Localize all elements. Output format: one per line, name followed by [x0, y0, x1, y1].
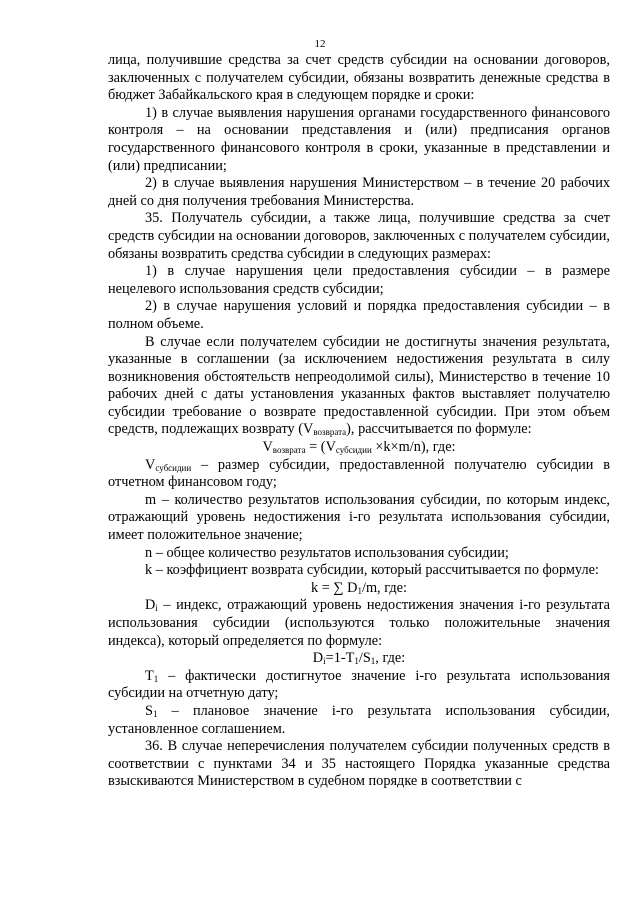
- paragraph: [108, 175, 610, 210]
- paragraph: [108, 580, 610, 598]
- page-number: 12: [314, 38, 326, 50]
- subscript: возврата: [272, 445, 306, 456]
- text-run: n – общее количество результатов использования субсидии;: [145, 544, 509, 561]
- text-run: ), рассчитывается по формуле:: [346, 421, 532, 438]
- text-run: k – коэффициент возврата субсидии, который рассчитывается по формуле:: [145, 562, 599, 579]
- paragraph: [108, 668, 610, 703]
- text-run: – размер субсидии, предоставленной получателю субсидии в отчетном финансовом году;: [108, 456, 610, 491]
- text-run: 35. Получатель субсидии, а также лица, получившие средства за счет средств субсидии на основании договоров, заключенных с получателем субсидии, обязаны возвратить средства субсидии в следующих размерах:: [108, 210, 610, 262]
- subscript: 1: [370, 656, 376, 667]
- subscript: субсидии: [335, 445, 372, 456]
- paragraph: [108, 457, 610, 492]
- paragraph: [108, 545, 610, 563]
- text-run: – индекс, отражающий уровень недостижения значения i-го результата использования субсидии (используются только положительные значения индекса), который определяется по формуле:: [108, 597, 610, 649]
- document-body: [108, 52, 610, 791]
- paragraph: [108, 263, 610, 298]
- text-run: D: [312, 650, 324, 667]
- text-run: V: [262, 439, 273, 456]
- paragraph: [108, 738, 610, 791]
- text-run: 1) в случае нарушения цели предоставления субсидии – в размере нецелевого использования средств субсидии;: [108, 263, 610, 297]
- text-run: =1-T: [325, 650, 355, 667]
- subscript: 1: [152, 708, 158, 719]
- text-run: m – количество результатов использования субсидии, по которым индекс, отражающий уровень недостижения i-го результата использования субсидии, имеет положительное значение;: [108, 491, 610, 544]
- paragraph: [108, 439, 610, 457]
- text-run: S: [145, 702, 153, 719]
- text-run: D: [145, 597, 156, 614]
- subscript: возврата: [313, 427, 347, 438]
- paragraph: [108, 650, 610, 668]
- paragraph: [108, 597, 610, 650]
- text-run: 1) в случае выявления нарушения органами государственного финансового контроля – на основании представления и (или) предписания органов государственного финансового контроля в сроки, указанные в представлении и (или) предписании;: [108, 104, 610, 174]
- text-run: V: [145, 456, 156, 473]
- subscript: 1: [354, 656, 359, 667]
- paragraph: [108, 334, 610, 440]
- text-run: 2) в случае нарушения условий и порядка предоставления субсидии – в полном объеме.: [108, 298, 610, 332]
- text-run: T: [145, 667, 154, 684]
- text-run: ×k×m/n), где:: [371, 439, 456, 456]
- text-run: лица, получившие средства за счет средств субсидии на основании договоров, заключенных с получателем субсидии, обязаны возвратить денежные средства в бюджет Забайкальского края в следующем порядке и сроки:: [108, 52, 610, 104]
- subscript: 1: [357, 585, 362, 596]
- text-run: 36. В случае неперечисления получателем субсидии полученных средств в соответствии с пунктами 34 и 35 настоящего Порядка указанные средства взыскиваются Министерством в судебном порядке в соответствии с: [108, 738, 610, 790]
- text-run: = (V: [305, 439, 336, 456]
- text-run: В случае если получателем субсидии не достигнуты значения результата, указанные в соглашении (за исключением недостижения результата в силу возникновения обстоятельств непреодолимой силы), Министерство в течение 10 рабочих дней с даты установления указанных фактов выставляет получателю субсидии требование о возврате предоставленной субсидии. При этом объем средств, подлежащих возврату (V: [108, 333, 610, 438]
- subscript: i: [155, 603, 158, 614]
- text-run: /S: [358, 650, 371, 667]
- paragraph: [108, 105, 610, 175]
- text-run: /m, где:: [361, 579, 407, 596]
- subscript: 1: [153, 673, 159, 684]
- text-run: – фактически достигнутое значение i-го результата использования субсидии на отчетную дату;: [108, 667, 610, 702]
- paragraph: [108, 210, 610, 263]
- text-run: – плановое значение i-го результата использования субсидии, установленное соглашением.: [108, 702, 610, 737]
- paragraph: [108, 298, 610, 333]
- paragraph: [108, 562, 610, 580]
- text-run: k = ∑ D: [311, 579, 358, 596]
- paragraph: [108, 703, 610, 738]
- text-run: 2) в случае выявления нарушения Министерством – в течение 20 рабочих дней со дня получения требования Министерства.: [108, 175, 610, 209]
- subscript: субсидии: [155, 462, 192, 473]
- subscript: i: [323, 656, 326, 667]
- paragraph: [108, 52, 610, 105]
- text-run: , где:: [375, 650, 406, 667]
- paragraph: [108, 492, 610, 545]
